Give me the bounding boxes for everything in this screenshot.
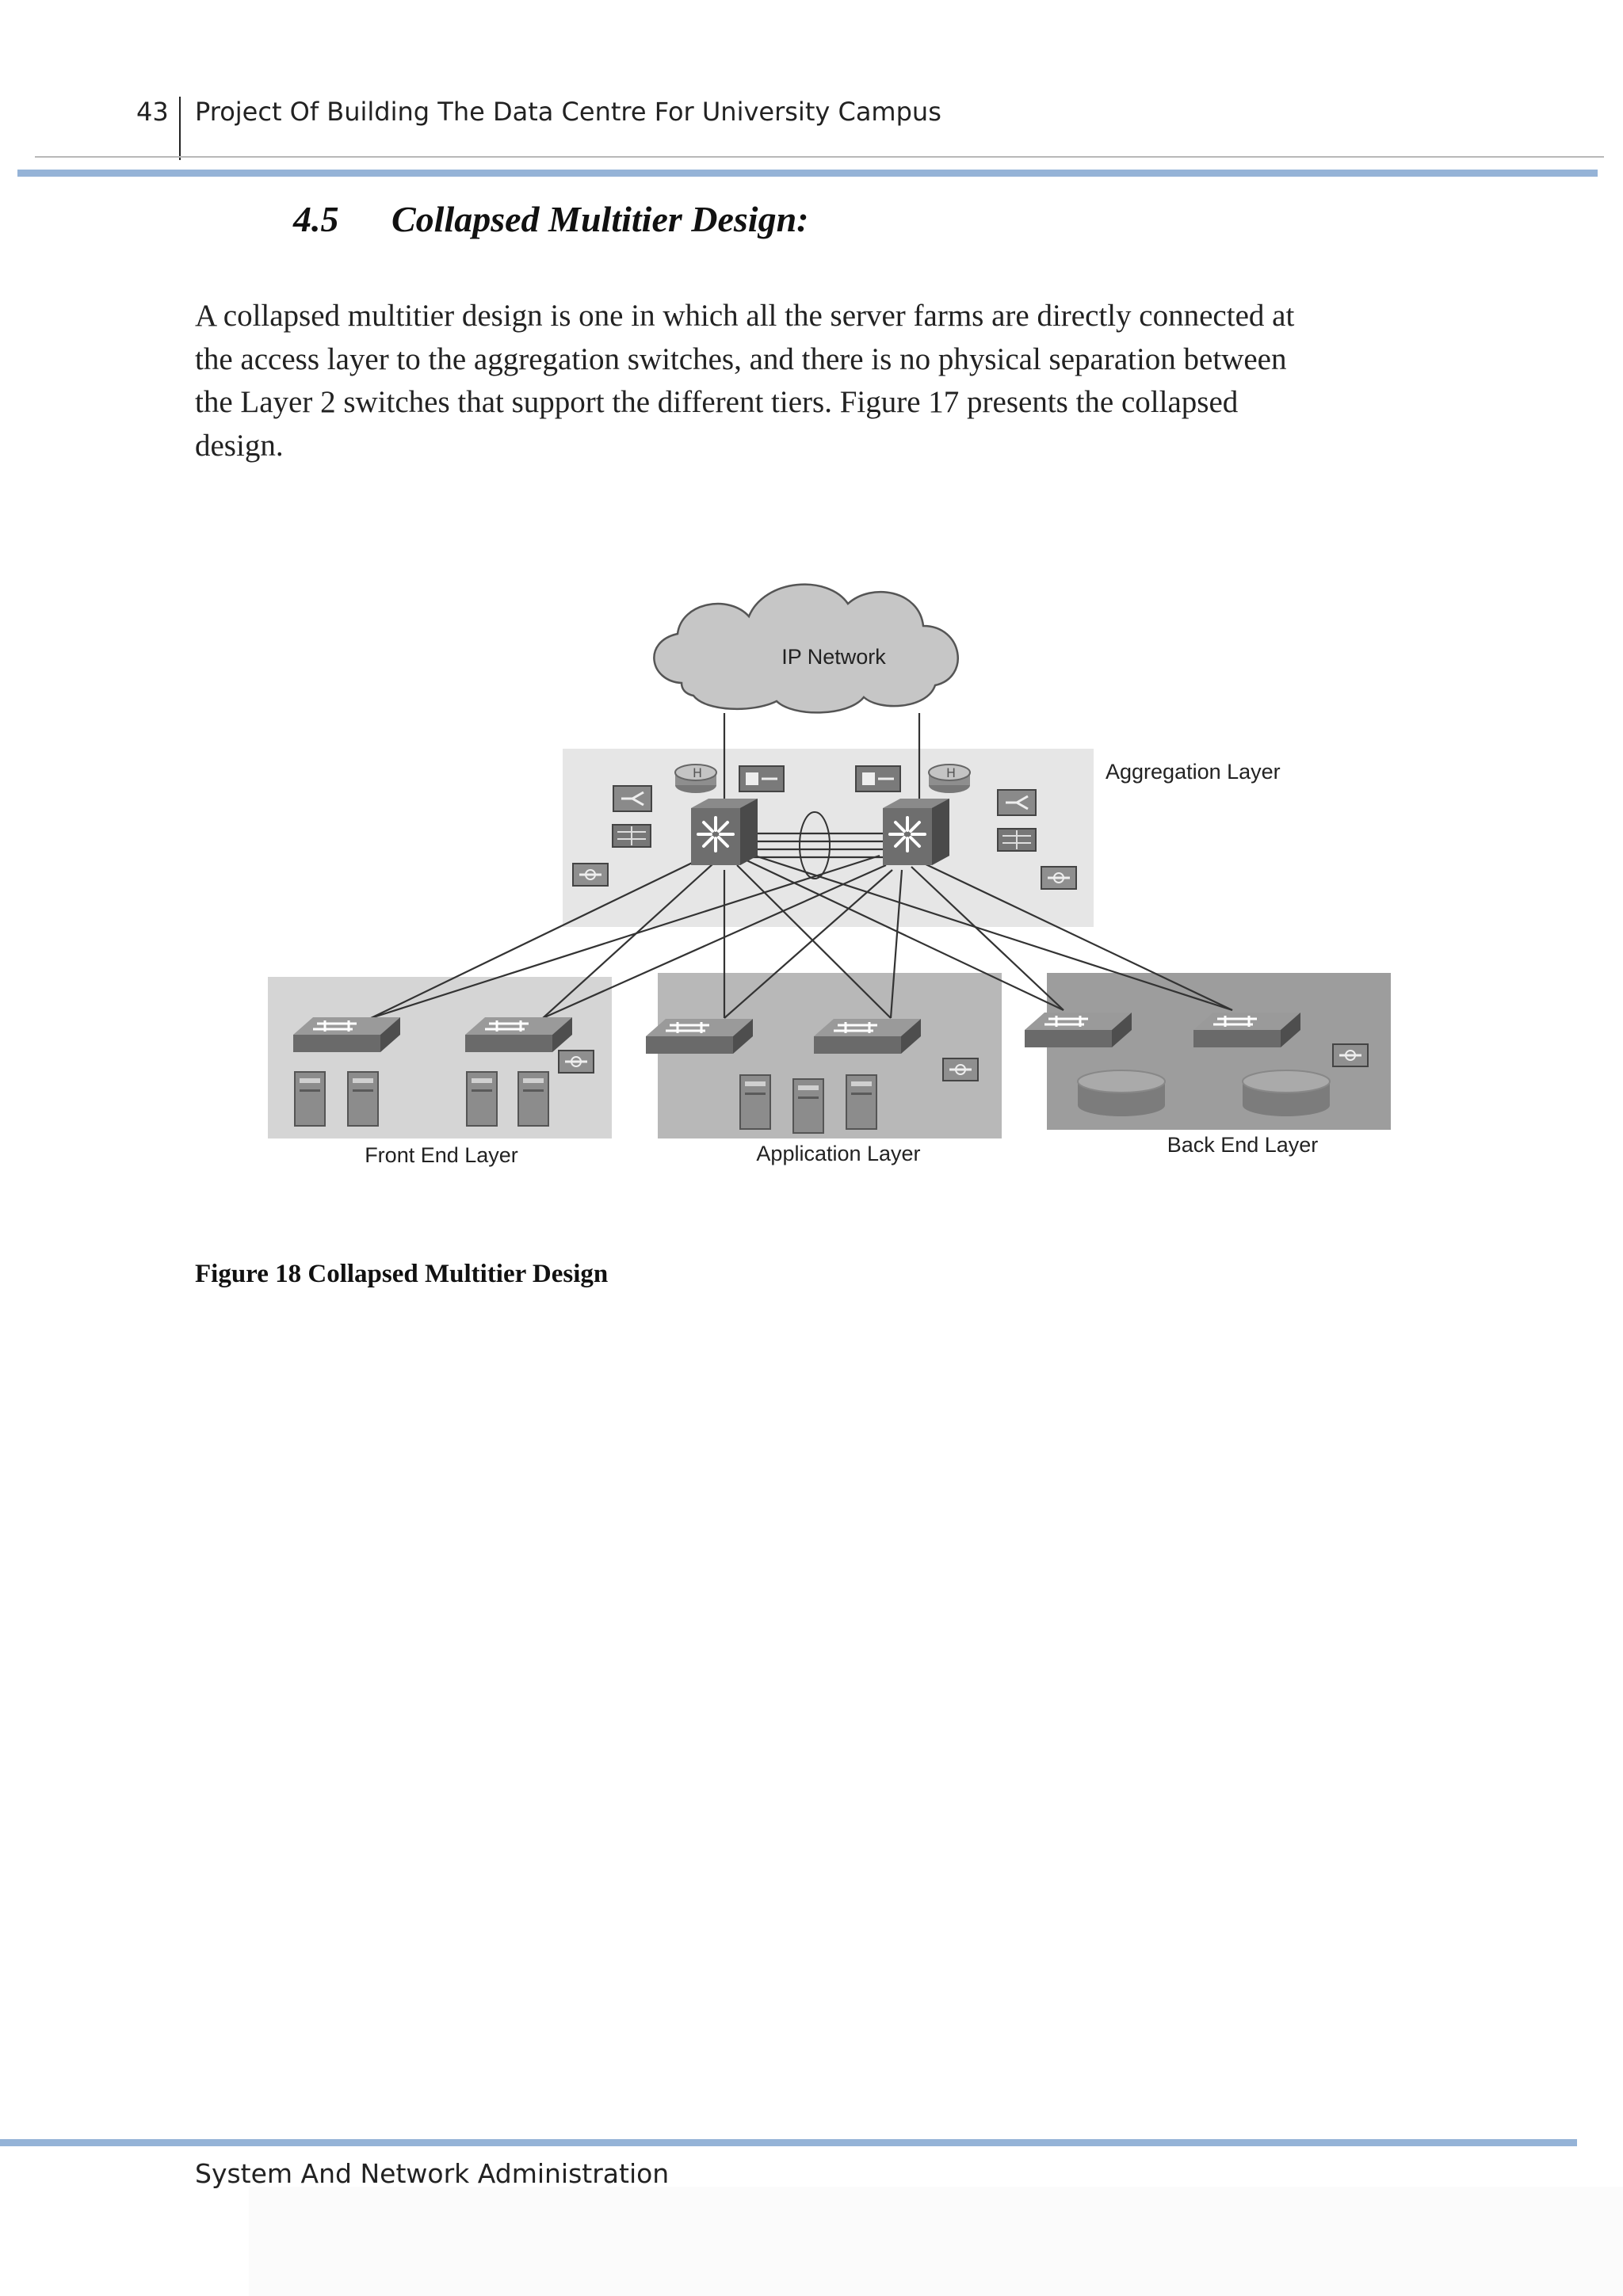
server-icon <box>740 1075 770 1129</box>
firewall-icon <box>998 829 1036 851</box>
body-paragraph <box>195 295 1384 467</box>
running-header-title: Project Of Building The Data Centre For University Campus <box>195 97 941 127</box>
storage-disk-icon <box>1243 1070 1330 1116</box>
network-diagram: H IP Network Aggregation Layer Front End Layer Application Layer Back End Layer <box>238 555 1426 1188</box>
front-end-layer-label: Front End Layer <box>365 1143 518 1167</box>
load-balancer-icon <box>998 790 1036 815</box>
paragraph-line: the access layer to the aggregation switches, and there is no physical separation between <box>195 341 1287 376</box>
network-diagram-figure <box>235 541 1426 1188</box>
aggregation-layer-label: Aggregation Layer <box>1106 760 1281 784</box>
footer-shade <box>249 2187 1623 2296</box>
content-engine-icon <box>856 766 900 791</box>
section-heading <box>293 198 808 240</box>
application-switch-icon <box>814 1019 921 1054</box>
back-end-switch-icon <box>1193 1013 1300 1047</box>
header-divider <box>179 97 181 160</box>
page-number: 43 <box>136 97 169 127</box>
header-rule <box>35 156 1604 158</box>
server-icon <box>295 1072 325 1126</box>
ssl-module-icon <box>1333 1044 1368 1066</box>
server-icon <box>348 1072 378 1126</box>
paragraph-line: A collapsed multitier design is one in which all the server farms are directly connected at <box>195 299 1295 333</box>
front-end-switch-icon <box>293 1017 400 1052</box>
figure-caption: Figure 18 Collapsed Multitier Design <box>195 1260 609 1288</box>
ssl-module-icon <box>1041 867 1076 889</box>
footer-text: System And Network Administration <box>195 2158 670 2189</box>
aggregation-switch-left-icon <box>691 799 758 865</box>
load-balancer-icon <box>613 786 651 811</box>
server-icon <box>518 1072 548 1126</box>
router-icon <box>929 765 970 793</box>
aggregation-switch-right-icon <box>883 799 949 865</box>
router-icon <box>675 765 716 793</box>
application-layer-region <box>658 973 1002 1138</box>
paragraph-line: design. <box>195 428 284 463</box>
content-engine-icon <box>739 766 784 791</box>
section-title: Collapsed Multitier Design: <box>391 199 809 239</box>
footer-accent-bar <box>0 2139 1577 2146</box>
application-switch-icon <box>646 1019 753 1054</box>
server-icon <box>846 1075 876 1129</box>
back-end-switch-icon <box>1025 1013 1132 1047</box>
front-end-switch-icon <box>465 1017 572 1052</box>
section-number: 4.5 <box>293 199 339 239</box>
back-end-layer-label: Back End Layer <box>1167 1133 1319 1157</box>
firewall-icon <box>613 825 651 847</box>
application-layer-label: Application Layer <box>756 1142 921 1165</box>
header-accent-bar <box>17 170 1598 177</box>
server-icon <box>467 1072 497 1126</box>
ssl-module-icon <box>943 1058 978 1081</box>
cloud-label: IP Network <box>781 645 886 669</box>
ssl-module-icon <box>573 864 608 886</box>
storage-disk-icon <box>1078 1070 1165 1116</box>
ssl-module-icon <box>559 1051 594 1073</box>
server-icon <box>793 1079 823 1133</box>
paragraph-line: the Layer 2 switches that support the different tiers. Figure 17 presents the collapsed <box>195 385 1239 419</box>
